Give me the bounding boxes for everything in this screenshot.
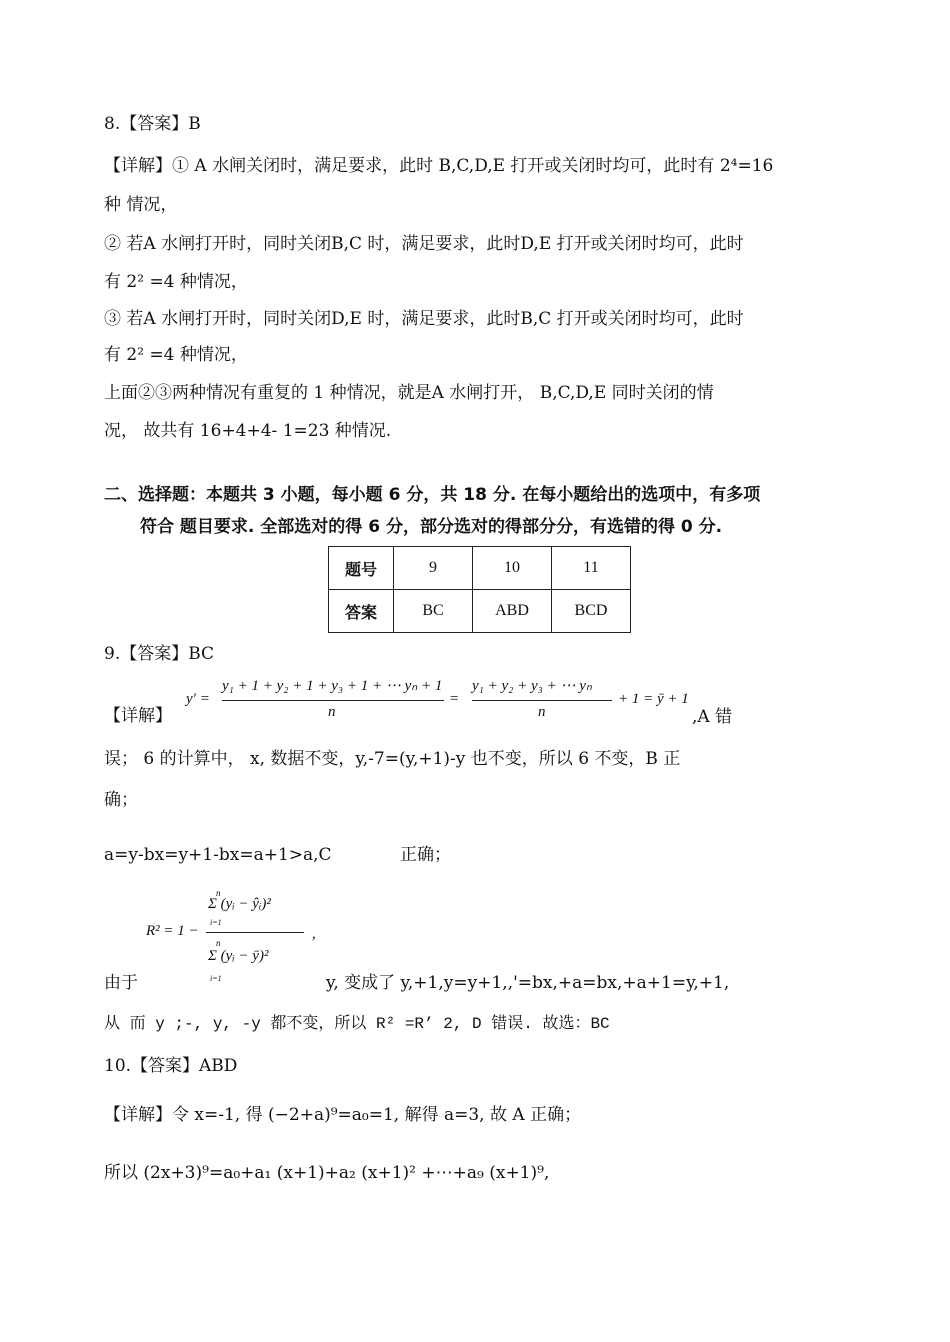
- q8-detail-line-7: 上面②③两种情况有重复的 1 种情况，就是A 水闸打开， B,C,D,E 同时关闭的情: [104, 383, 714, 403]
- q10-detail-line-2: 所以 (2x+3)⁹=a₀+a₁ (x+1)+a₂ (x+1)² +⋯+a₉ (x+1)⁹,: [104, 1163, 550, 1183]
- q10-detail-line-1: 【详解】令 x=-1, 得 (−2+a)⁹=a₀=1, 解得 a=3, 故 A 正确；: [104, 1105, 582, 1125]
- q8-detail-line-3: ② 若A 水闸打开时，同时关闭B,C 时，满足要求，此时D,E 打开或关闭时均可，此时: [104, 234, 744, 254]
- q9-detail-line-3: 确；: [104, 790, 138, 810]
- r2-denominator: Σ (yᵢ − ȳ)²: [208, 948, 269, 964]
- q10-answer-heading: 10.【答案】ABD: [104, 1056, 238, 1076]
- section2-heading-line-1: 二、选择题：本题共 3 小题，每小题 6 分，共 18 分. 在每小题给出的选项中，有多项: [104, 485, 761, 505]
- r2-comma: ,: [312, 926, 316, 942]
- q9-answer-heading: 9.【答案】BC: [104, 644, 215, 664]
- q9-detail-line-5b: y, 变成了 y,+1,y=y+1,,'=bx,+a=bx,+a+1=y,+1,: [326, 973, 730, 993]
- formula-denominator-1: n: [328, 704, 336, 720]
- q8-detail-line-8: 况， 故共有 16+4+4- 1=23 种情况.: [104, 421, 392, 441]
- q9-mean-formula: [186, 676, 692, 726]
- q9-detail-line-4b: 正确；: [400, 845, 451, 865]
- formula-equals: =: [450, 691, 459, 707]
- table-cell: ABD: [473, 590, 552, 633]
- fraction-bar: [222, 700, 444, 701]
- q8-detail-line-2: 种 情况，: [104, 195, 178, 215]
- table-cell: 11: [552, 547, 631, 590]
- sum-upper-limit: n: [216, 888, 221, 898]
- sum-lower-limit: i=1: [210, 974, 222, 983]
- formula-numerator-2: y₁ + y₂ + y₃ + ⋯ yₙ: [472, 678, 592, 694]
- q8-detail-line-5: ③ 若A 水闸打开时，同时关闭D,E 时，满足要求，此时B,C 打开或关闭时均可，此时: [104, 309, 744, 329]
- formula-denominator-2: n: [538, 704, 546, 720]
- table-row: [329, 590, 631, 633]
- q9-detail-line-5a: 由于: [104, 973, 138, 993]
- q8-detail-line-4: 有 2² =4 种情况，: [104, 272, 248, 292]
- q9-detail-label: 【详解】: [104, 706, 172, 726]
- q9-detail-line-4a: a=y-bx=y+1-bx=a+1>a,C: [104, 845, 332, 865]
- formula-lhs: y′ =: [186, 691, 210, 707]
- q8-detail-line-1: 【详解】① A 水闸关闭时，满足要求，此时 B,C,D,E 打开或关闭时均可，此时有 2⁴=16: [104, 156, 774, 176]
- fraction-bar: [472, 700, 612, 701]
- table-header-answer: 答案: [329, 590, 394, 633]
- q8-detail-line-6: 有 2² =4 种情况，: [104, 345, 248, 365]
- q9-detail-line-6: 从 而 y ;-, y, -y 都不变，所以 R² =R’ 2, D 错误. 故选：BC: [104, 1015, 610, 1033]
- fraction-bar: [206, 932, 304, 933]
- q8-answer-heading: 8.【答案】B: [104, 114, 201, 134]
- table-cell: BCD: [552, 590, 631, 633]
- q9-r-squared-formula: [146, 890, 326, 990]
- formula-numerator-1: y₁ + 1 + y₂ + 1 + y₃ + 1 + ⋯ yₙ + 1: [222, 678, 443, 694]
- table-cell: BC: [394, 590, 473, 633]
- table-row: [329, 547, 631, 590]
- section2-heading-line-2: 符合 题目要求. 全部选对的得 6 分，部分选对的得部分分，有选错的得 0 分.: [140, 517, 723, 537]
- formula-rhs: + 1 = ȳ + 1: [618, 691, 689, 707]
- table-header-number: 题号: [329, 547, 394, 590]
- r2-lhs: R² = 1 −: [146, 923, 199, 939]
- answer-table: [328, 546, 631, 633]
- table-cell: 9: [394, 547, 473, 590]
- table-cell: 10: [473, 547, 552, 590]
- sum-upper-limit: n: [216, 938, 221, 948]
- q9-detail-after-formula: ,A 错: [692, 707, 733, 727]
- r2-numerator: Σ (yᵢ − ŷᵢ)²: [208, 896, 271, 912]
- q9-detail-line-2: 误； 6 的计算中， x, 数据不变，y,-7=(y,+1)-y 也不变，所以 6 不变，B 正: [104, 749, 681, 769]
- sum-lower-limit: i=1: [210, 918, 222, 927]
